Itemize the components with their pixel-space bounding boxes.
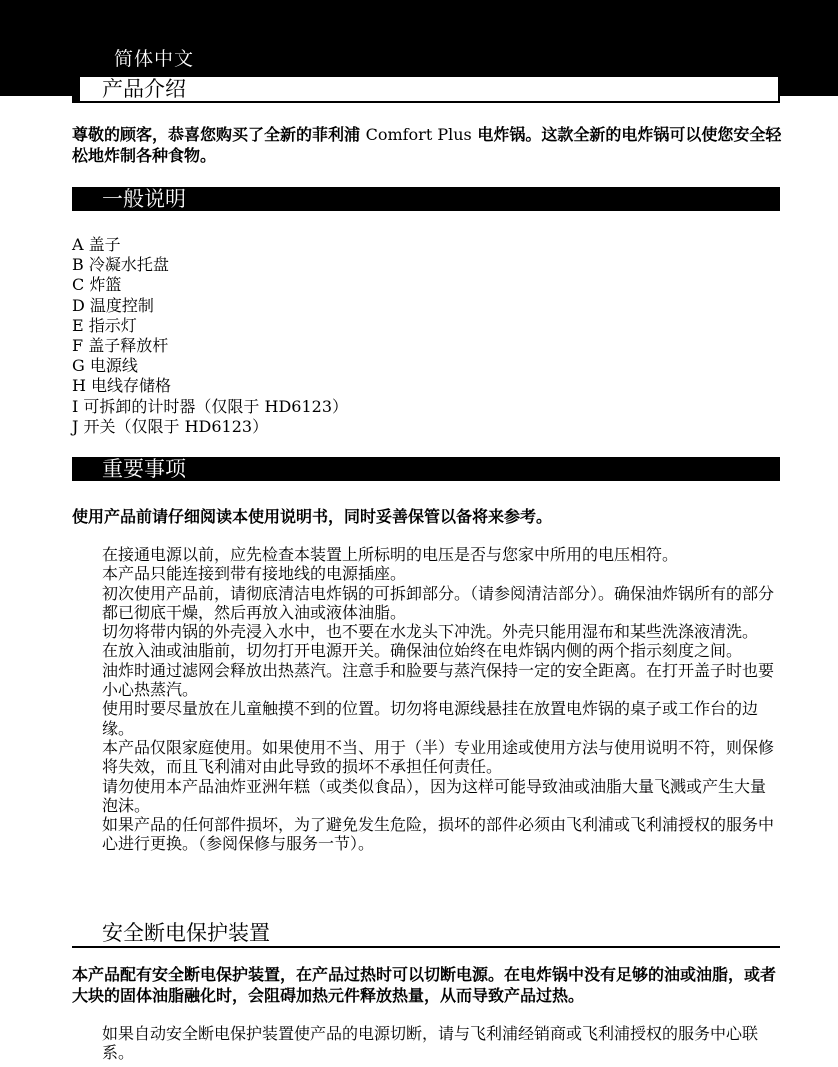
important-item: 本产品仅限家庭使用。如果使用不当、用于（半）专业用途或使用方法与使用说明不符，则保修将失效，而且飞利浦对由此导致的损坏不承担任何责任。 bbox=[102, 737, 775, 777]
intro-text-a: 尊敬的顾客，恭喜您购买了全新的菲利浦 bbox=[72, 125, 366, 144]
intro-text-b: 电炸锅。这款全新的电炸锅可以使您安全轻松地炸制各种食物。 bbox=[72, 125, 782, 165]
important-item: 油炸时通过滤网会释放出热蒸汽。注意手和脸要与蒸汽保持一定的安全距离。在打开盖子时也要小心热蒸汽。 bbox=[102, 660, 775, 700]
section-title-important: 重要事项 bbox=[72, 457, 780, 481]
intro-paragraph bbox=[72, 124, 782, 166]
important-item: 请勿使用本产品油炸亚洲年糕（或类似食品），因为这样可能导致油或油脂大量飞溅或产生大量泡沫。 bbox=[102, 776, 767, 815]
intro-product-name: Comfort Plus bbox=[365, 125, 472, 144]
parts-list-item: H 电线存储格 bbox=[72, 376, 172, 396]
section-title-safety-wrap bbox=[72, 920, 780, 948]
parts-list bbox=[72, 235, 348, 437]
safety-lead: 本产品配有安全断电保护装置，在产品过热时可以切断电源。在电炸锅中没有足够的油或油脂，或者大块的固体油脂融化时，会阻碍加热元件释放热量，从而导致产品过热。 bbox=[72, 965, 777, 1005]
parts-list-item: D 温度控制 bbox=[72, 295, 154, 315]
important-lead: 使用产品前请仔细阅读本使用说明书，同时妥善保管以备将来参考。 bbox=[72, 507, 553, 526]
parts-list-item: E 指示灯 bbox=[72, 315, 137, 335]
parts-list-item: F 盖子释放杆 bbox=[72, 336, 169, 356]
important-item: 如果产品的任何部件损坏，为了避免发生危险，损坏的部件必须由飞利浦或飞利浦授权的服务中心进行更换。（参阅保修与服务一节）。 bbox=[102, 815, 775, 854]
important-item: 使用时要尽量放在儿童触摸不到的位置。切勿将电源线悬挂在放置电炸锅的桌子或工作台的边缘。 bbox=[102, 699, 759, 738]
important-items bbox=[102, 545, 774, 854]
important-item: 本产品只能连接到带有接地线的电源插座。 bbox=[102, 564, 407, 584]
important-item: 初次使用产品前，请彻底清洁电炸锅的可拆卸部分。（请参阅清洁部分）。确保油炸锅所有的部分都已彻底干燥，然后再放入油或液体油脂。 bbox=[102, 583, 775, 622]
parts-list-item: A 盖子 bbox=[72, 235, 121, 254]
parts-list-item: B 冷凝水托盘 bbox=[72, 255, 169, 275]
important-item: 切勿将带内锅的外壳浸入水中，也不要在水龙头下冲洗。外壳只能用湿布和某些洗涤液清洗。 bbox=[102, 622, 759, 642]
section-title-safety: 安全断电保护装置 bbox=[102, 921, 270, 945]
parts-list-item: C 炸篮 bbox=[72, 275, 122, 295]
parts-list-item: I 可拆卸的计时器（仅限于 HD6123） bbox=[72, 396, 348, 416]
language-label: 简体中文 bbox=[114, 48, 195, 70]
important-item: 在接通电源以前，应先检查本装置上所标明的电压是否与您家中所用的电压相符。 bbox=[102, 545, 679, 564]
parts-list-item: J 开关（仅限于 HD6123） bbox=[72, 416, 269, 436]
section-title-general: 一般说明 bbox=[72, 187, 780, 211]
safety-note: 如果自动安全断电保护装置使产品的电源切断，请与飞利浦经销商或飞利浦授权的服务中心联系。 bbox=[102, 1024, 759, 1063]
section-title-intro: 产品介绍 bbox=[72, 75, 780, 103]
parts-list-item: G 电源线 bbox=[72, 356, 138, 376]
important-item: 在放入油或油脂前，切勿打开电源开关。确保油位始终在电炸锅内侧的两个指示刻度之间。 bbox=[102, 641, 743, 661]
